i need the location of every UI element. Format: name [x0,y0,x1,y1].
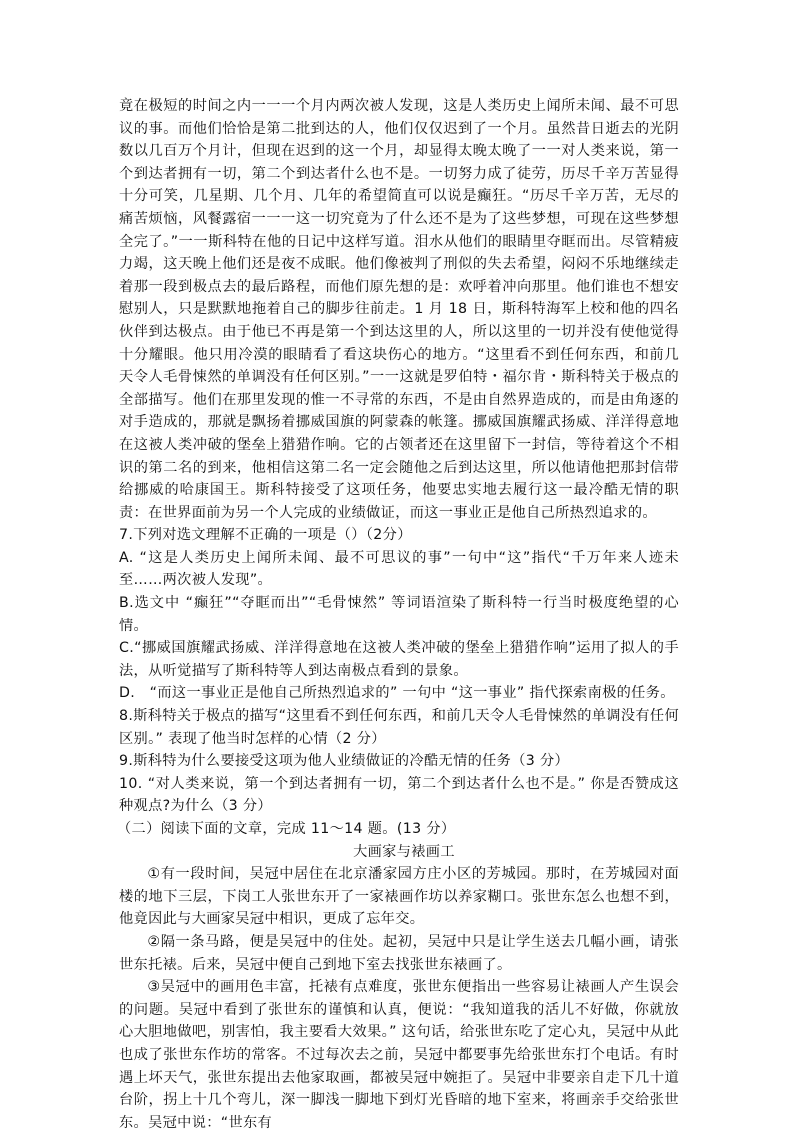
question-8: 8.斯科特关于极点的描写“这里看不到任何东西，和前几天令人毛骨悚然的单调没有任何区别。” 表现了他当时怎样的心情（2 分） [119,708,679,747]
question-7-option-a: A. “这是人类历史上闻所未闻、最不可思议的事”一句中“这”指代“千万年来人迹未至……两次被人发现”。 [119,549,679,589]
article-paragraph-3: ③吴冠中的画用色丰富，托裱有点难度，张世东便指出一些容易让裱画人产生误会的问题。吴冠中看到了张世东的谨慎和认真，便说：“我知道我的活儿不好做，你就放心大胆地做吧，别害怕，我主要看大效果。” 这句话，给张世东吃了定心丸，吴冠中从此也成了张世东作坊的常客。不过每次去之前，吴冠中都要事先给张世东打个电话。有时遇上坏天气，张世东提出去他家取画，都被吴冠中婉拒了。吴冠中非要亲自走下几十道台阶，拐上十几个弯儿，深一脚浅一脚地下到灯光昏暗的地下室来，将画亲手交给张世东。吴冠中说：“世东有 [119,979,679,1131]
question-7-stem: 7.下列对选文理解不正确的一项是（）（2分） [119,527,412,544]
passage-text: 竟在极短的时间之内一一一个月内两次被人发现，这是人类历史上闻所未闻、最不可思议的事。而他们恰恰是第二批到达的人，他们仅仅迟到了一个月。虽然昔日逝去的光阴数以几百万个月计，但现在迟到的这一个月，却显得太晚太晚了一一对人类来说，第一个到达者拥有一切，第二个到达者什么也不是。一切努力成了徒劳，历尽千辛万苦显得十分可笑，几星期、几个月、几年的希望简直可以说是癫狂。“历尽千辛万苦，无尽的痛苦烦恼，风餐露宿一一一这一切究竟为了什么还不是为了这些梦想，可现在这些梦想全完了。”一一斯科特在他的日记中这样写道。泪水从他们的眼睛里夺眶而出。尽管精疲力竭，这天晚上他们还是夜不成眠。他们像被判了刑似的失去希望，闷闷不乐地继续走着那一段到极点去的最后路程，而他们原先想的是：欢呼着冲向那里。他们谁也不想安慰别人，只是默默地拖着自己的脚步往前走。1 月 18 日，斯科特海军上校和他的四名伙伴到达极点。由于他已不再是第一个到达这里的人，所以这里的一切并没有使他觉得十分耀眼。他只用冷漠的眼睛看了看这块伤心的地方。“这里看不到任何东西，和前几天令人毛骨悚然的单调没有任何区别。”一一这就是罗伯特・福尔肯・斯科特关于极点的全部描写。他们在那里发现的惟一不寻常的东西，不是由自然界造成的，而是由角逐的对手造成的，那就是飘扬着挪威国旗的阿蒙森的帐篷。挪威国旗耀武扬威、洋洋得意地在这被人类冲破的堡垒上猎猎作响。它的占领者还在这里留下一封信，等待着这个不相识的第二名的到来，他相信这第二名一定会随他之后到达这里，所以他请他把那封信带给挪威的哈康国王。斯科特接受了这项任务，他要忠实地去履行这一最冷酷无情的职责：在世界面前为另一个人完成的业绩做证，而这一事业正是他自己所热烈追求的。 [119,98,679,521]
document-body [119,95,679,1134]
question-10: 10. “对人类来说，第一个到达者拥有一切，第二个到达者什么也不是。” 你是否赞成这种观点?为什么（3 分） [119,775,679,815]
question-7-option-b: B.选文中 “癫狂”“夺眶而出”“毛骨悚然” 等词语渲染了斯科特一行当时极度绝望的心情。 [119,595,679,634]
section-2-heading: （二）阅读下面的文章，完成 11～14 题。(13 分） [117,821,456,837]
article-paragraph-2: ②隔一条马路，便是吴冠中的住处。起初，吴冠中只是让学生送去几幅小画，请张世东托裱。后来，吴冠中便自己到地下室去找张世东裱画了。 [119,933,679,973]
question-7-option-d: D. “而这一事业正是他自己所热烈追求的” 一句中 “这一事业” 指代探索南极的任务。 [119,685,675,702]
article-paragraph-1: ①有一段时间，吴冠中居住在北京潘家园方庄小区的芳城园。那时，在芳城园对面楼的地下三层，下岗工人张世东开了一家裱画作坊以养家糊口。张世东怎么也想不到，他竟因此与大画家吴冠中相识，更成了忘年交。 [119,866,679,928]
question-9: 9.斯科特为什么要接受这项为他人业绩做证的冷酷无情的任务（3 分） [119,753,570,770]
question-7-option-c: C.“挪威国旗耀武扬威、洋洋得意地在这被人类冲破的堡垒上猎猎作响”运用了拟人的手法，从听觉描写了斯科特等人到达南极点看到的景象。 [119,640,679,679]
article-title: 大画家与裱画工 [353,843,455,860]
